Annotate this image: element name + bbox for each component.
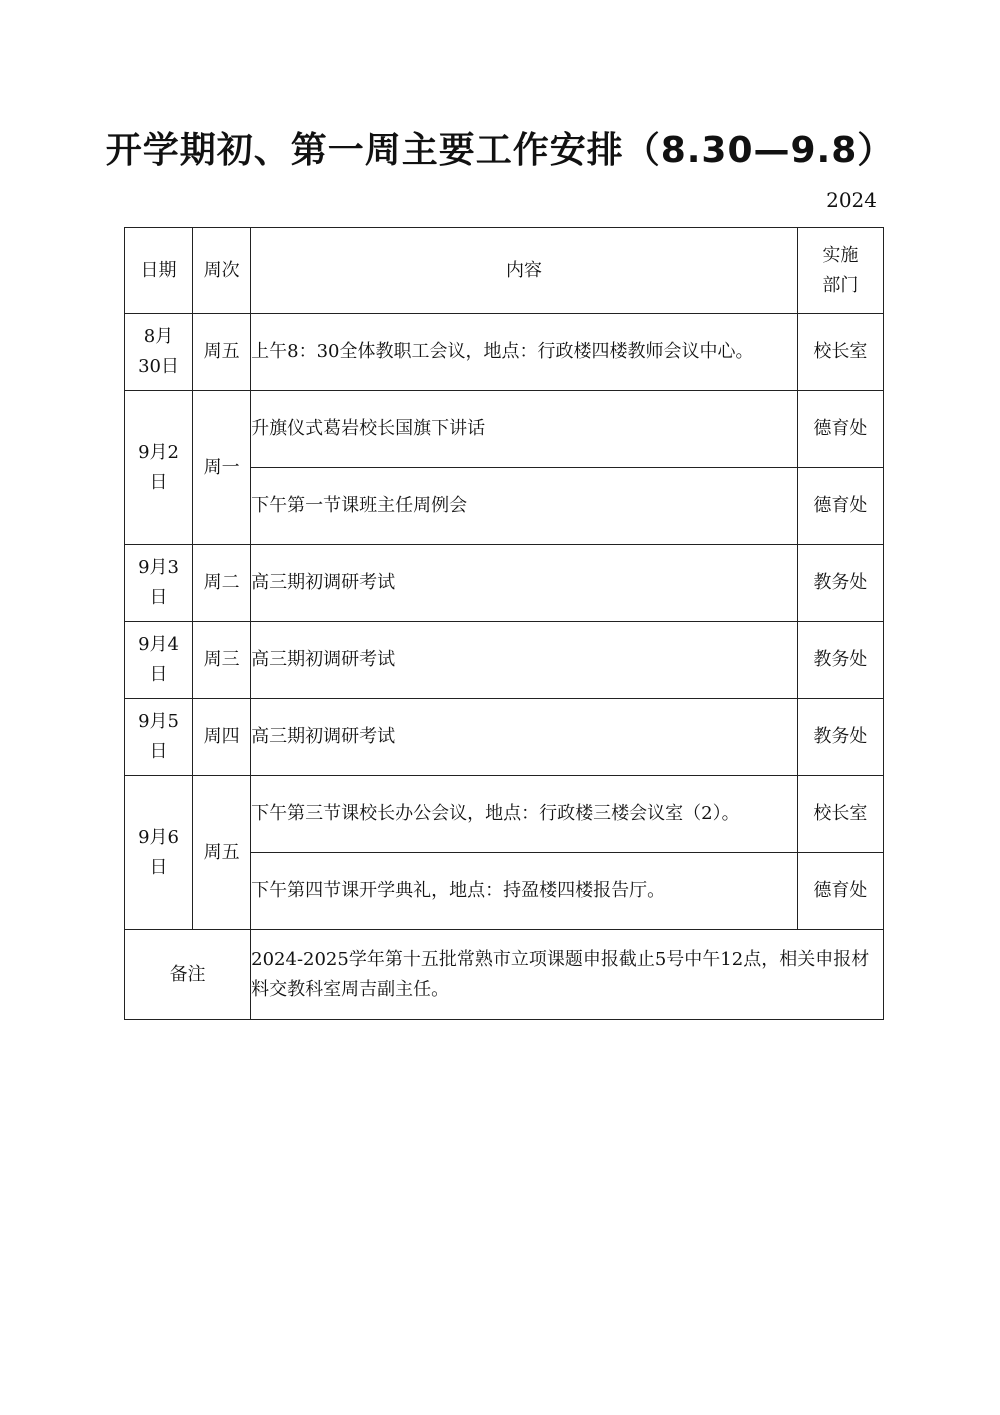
row-dept: 德育处	[797, 468, 883, 545]
table-row	[125, 622, 884, 699]
header-dept-label: 实施部门	[822, 244, 859, 296]
year-label: 2024	[826, 188, 877, 212]
header-date: 日期	[125, 228, 193, 314]
row-week: 周五	[193, 314, 251, 391]
row-content: 高三期初调研考试	[251, 699, 798, 776]
remark-text: 2024-2025学年第十五批常熟市立项课题申报截止5号中午12点，相关申报材料交教科室周吉副主任。	[251, 930, 884, 1020]
row-dept: 校长室	[797, 314, 883, 391]
row-content: 下午第三节课校长办公会议，地点：行政楼三楼会议室（2）。	[251, 776, 798, 853]
table-row	[125, 776, 884, 853]
row-date: 9月3日	[125, 545, 193, 622]
row-dept: 教务处	[797, 545, 883, 622]
row-date: 9月6日	[125, 776, 193, 930]
header-content: 内容	[251, 228, 798, 314]
page-title: 开学期初、第一周主要工作安排（8.30—9.8）	[105, 130, 895, 171]
table-row	[125, 391, 884, 468]
row-date: 9月2日	[125, 391, 193, 545]
remark-label: 备注	[125, 930, 251, 1020]
table-header-row	[125, 228, 884, 314]
table-row	[125, 314, 884, 391]
row-date: 9月5日	[125, 699, 193, 776]
row-content: 升旗仪式葛岩校长国旗下讲话	[251, 391, 798, 468]
row-week: 周一	[193, 391, 251, 545]
row-content: 上午8：30全体教职工会议，地点：行政楼四楼教师会议中心。	[251, 314, 798, 391]
row-dept: 德育处	[797, 391, 883, 468]
row-week: 周三	[193, 622, 251, 699]
row-content: 高三期初调研考试	[251, 622, 798, 699]
row-content: 高三期初调研考试	[251, 545, 798, 622]
row-week: 周四	[193, 699, 251, 776]
header-dept	[797, 228, 883, 314]
row-week: 周二	[193, 545, 251, 622]
row-week: 周五	[193, 776, 251, 930]
row-date: 8月30日	[125, 314, 193, 391]
row-dept: 德育处	[797, 853, 883, 930]
row-content: 下午第一节课班主任周例会	[251, 468, 798, 545]
table-row	[125, 699, 884, 776]
row-content: 下午第四节课开学典礼，地点：持盈楼四楼报告厅。	[251, 853, 798, 930]
row-dept: 教务处	[797, 699, 883, 776]
remark-row	[125, 930, 884, 1020]
schedule-table	[124, 227, 884, 1020]
table-row	[125, 545, 884, 622]
row-dept: 教务处	[797, 622, 883, 699]
row-date: 9月4日	[125, 622, 193, 699]
header-week: 周次	[193, 228, 251, 314]
row-dept: 校长室	[797, 776, 883, 853]
